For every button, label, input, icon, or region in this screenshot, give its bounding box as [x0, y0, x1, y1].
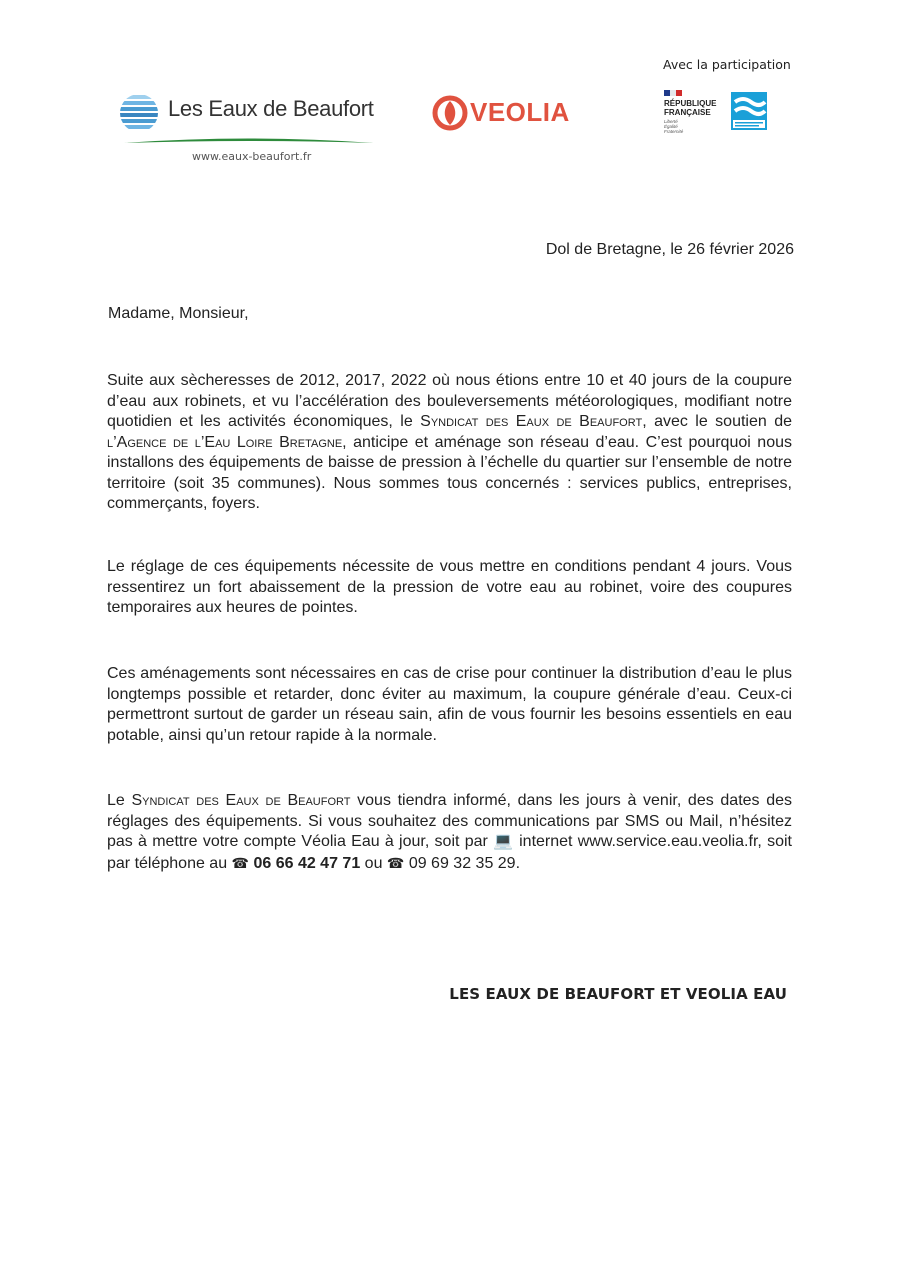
- p4-text-b: vous tiendra informé, dans les jours à venir, des dates des réglages des équipements. Si vous souhaitez des communications par SMS ou Mail, n’hésitez pas à mettre votre compte Véolia Eau à jour, soit par: [107, 792, 792, 850]
- syndicat-name: Syndicat des Eaux de Beaufort: [420, 413, 643, 430]
- rf-line2: FRANÇAISE: [664, 108, 711, 117]
- paragraph-4: [107, 791, 792, 874]
- rf-motto1: Liberté: [664, 119, 678, 124]
- paragraph-3: Ces aménagements sont nécessaires en cas de crise pour continuer la distribution d’eau le plus longtemps possible et retarder, donc éviter au maximum, la coupure générale d’eau. Ceux-ci permettront surtout de garder un réseau sain, afin de vous fournir les besoins essentiels en eau potable, ainsi qu’un retour rapide à la normale.: [107, 665, 792, 744]
- p4-ou: ou: [360, 854, 387, 872]
- computer-icon: 💻: [493, 833, 514, 850]
- rf-motto2: Égalité: [664, 124, 678, 129]
- beaufort-name: Les Eaux de Beaufort: [168, 96, 374, 121]
- phone-icon: ☎: [386, 854, 405, 871]
- p1-text-c: , anticipe et aménage son réseau d’eau. C’est pourquoi nous installons des équipements de baisse de pression à l’échelle du quartier sur l’ensemble de notre territoire (soit 35 communes). Nous sommes tous concernés : services publics, entreprises, commerçants, foyers.: [107, 433, 792, 512]
- phone-number-2: 09 69 32 35 29.: [408, 854, 521, 872]
- republique-francaise-text: [664, 99, 716, 117]
- syndicat-name: Syndicat des Eaux de Beaufort: [131, 792, 351, 809]
- rf-motto: [664, 119, 683, 134]
- p4-internet: internet www.service.eau.veolia.fr, soit par téléphone au: [107, 833, 792, 872]
- p1-text-b: , avec le soutien de: [642, 413, 793, 430]
- agence-eau-logo: [731, 92, 767, 130]
- p1-text-a: Suite aux sècheresses de 2012, 2017, 2022 où nous étions entre 10 et 40 jours de la coupure d’eau aux robinets, et vu l’accélération des bouleversements météorologiques, modifiant notre quotidien et les activités économiques, le: [107, 372, 792, 430]
- veolia-wordmark: VEOLIA: [470, 97, 570, 127]
- rf-line1: RÉPUBLIQUE: [664, 99, 717, 108]
- paragraph-2: Le réglage de ces équipements nécessite de vous mettre en conditions pendant 4 jours. Vous ressentirez un fort abaissement de la pression de votre eau au robinet, voire des coupures temporaires aux heures de pointes.: [107, 558, 792, 616]
- p4-text-a: Le: [107, 792, 132, 809]
- signature: LES EAUX DE BEAUFORT ET VEOLIA EAU: [449, 985, 787, 1003]
- date-line: Dol de Bretagne, le 26 février 2026: [545, 241, 794, 258]
- agence-name: l’Agence de l’Eau Loire Bretagne: [107, 433, 343, 451]
- rf-motto3: Fraternité: [664, 129, 684, 134]
- phone-icon: ☎: [231, 854, 249, 871]
- paragraph-1: [107, 371, 792, 515]
- phone-number-1: 06 66 42 47 71: [253, 854, 361, 872]
- beaufort-url: www.eaux-beaufort.fr: [192, 150, 312, 163]
- salutation: Madame, Monsieur,: [108, 305, 249, 322]
- globe-icon: [118, 93, 160, 135]
- participation-label: Avec la participation: [663, 57, 791, 72]
